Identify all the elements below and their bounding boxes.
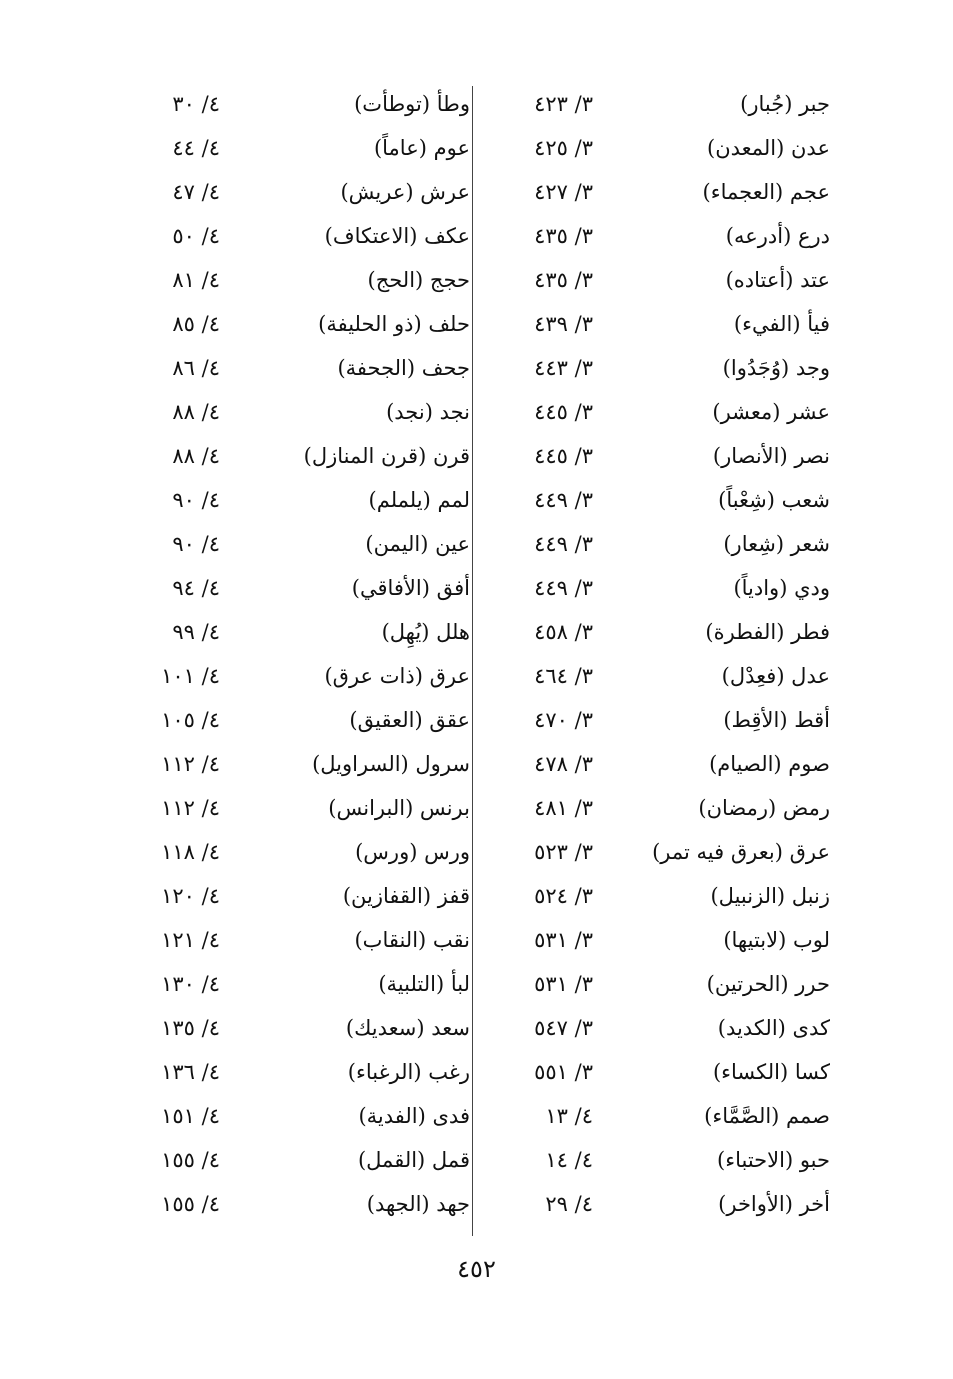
- index-row: [140, 610, 840, 654]
- right-column-term: أخر (الأواخر): [718, 1192, 830, 1216]
- right-column-term: رمض (رمضان): [698, 796, 830, 820]
- left-column-reference: ٤/ ١٢٠: [161, 884, 220, 908]
- left-column-reference: ٤/ ١٠٥: [161, 708, 220, 732]
- right-column-term: صوم (الصيام): [709, 752, 830, 776]
- left-column-term: جهد (الجهد): [366, 1192, 470, 1216]
- left-column-reference: ٤/ ١١٢: [161, 796, 220, 820]
- right-column-term: عرق (بعرق فيه تمر): [652, 840, 830, 864]
- left-column-reference: ٤/ ٨٨: [172, 400, 220, 424]
- right-column-term: جبر (جُبار): [740, 92, 830, 116]
- index-row: [140, 302, 840, 346]
- left-column-reference: ٤/ ١٣٥: [161, 1016, 220, 1040]
- index-row: [140, 1006, 840, 1050]
- left-column-reference: ٤/ ١٢١: [161, 928, 220, 952]
- right-column-term: فطر (الفطرة): [705, 620, 830, 644]
- left-column-reference: ٤/ ٨٦: [172, 356, 220, 380]
- left-column-reference: ٤/ ٨٨: [172, 444, 220, 468]
- right-column-reference: ٣/ ٥٤٧: [534, 1016, 593, 1040]
- left-column-term: نجد (نجد): [386, 400, 470, 424]
- left-column-reference: ٤/ ١٠١: [161, 664, 220, 688]
- right-column-term: كدى (الكديد): [717, 1016, 830, 1040]
- right-column-reference: ٣/ ٤٣٥: [534, 224, 593, 248]
- right-column-reference: ٣/ ٤٣٩: [534, 312, 593, 336]
- right-column-reference: ٣/ ٥٢٣: [534, 840, 593, 864]
- left-column-term: حلف (ذو الحليفة): [318, 312, 470, 336]
- page-number: ٤٥٢: [457, 1255, 496, 1283]
- index-row: [140, 830, 840, 874]
- left-column-reference: ٤/ ٨٥: [172, 312, 220, 336]
- left-column-reference: ٤/ ١١٢: [161, 752, 220, 776]
- right-column-term: لوب (لابتيها): [723, 928, 830, 952]
- left-column-reference: ٤/ ٨١: [172, 268, 220, 292]
- index-row: [140, 434, 840, 478]
- index-row: [140, 654, 840, 698]
- left-column-term: سعد (سعديك): [345, 1016, 470, 1040]
- right-column-reference: ٣/ ٤٥٨: [534, 620, 593, 644]
- right-column-term: عدل (فعِدْل): [721, 664, 830, 688]
- right-column-term: نصر (الأنصار): [712, 444, 830, 468]
- index-row: [140, 214, 840, 258]
- right-column-term: صمم (الصَّمَّاء): [704, 1104, 830, 1128]
- left-column-reference: ٤/ ٥٠: [172, 224, 220, 248]
- index-row: [140, 82, 840, 126]
- index-row: [140, 346, 840, 390]
- left-column-term: وطأ (توطأت): [354, 92, 470, 116]
- left-column-reference: ٤/ ١٣٦: [161, 1060, 220, 1084]
- left-column-term: عرق (ذات عرق): [324, 664, 470, 688]
- index-row: [140, 786, 840, 830]
- index-row: [140, 1094, 840, 1138]
- index-row: [140, 522, 840, 566]
- index-row: [140, 918, 840, 962]
- right-column-term: عشر (معشر): [712, 400, 830, 424]
- left-column-term: عوم (عاماً): [373, 136, 470, 160]
- left-column-reference: ٤/ ٩٠: [172, 488, 220, 512]
- index-row: [140, 698, 840, 742]
- left-column-reference: ٤/ ٣٠: [172, 92, 220, 116]
- right-column-reference: ٣/ ٤٦٤: [534, 664, 593, 688]
- index-row: [140, 566, 840, 610]
- right-column-term: حرر (الحرتين): [706, 972, 830, 996]
- right-column-term: حبو (الاحتباء): [717, 1148, 830, 1172]
- index-row: [140, 1138, 840, 1182]
- right-column-reference: ٣/ ٤٤٩: [534, 576, 593, 600]
- right-column-reference: ٣/ ٥٥١: [534, 1060, 593, 1084]
- left-column-reference: ٤/ ١٥١: [161, 1104, 220, 1128]
- left-column-reference: ٤/ ١٥٥: [161, 1192, 220, 1216]
- right-column-reference: ٣/ ٤٤٥: [534, 400, 593, 424]
- index-row: [140, 742, 840, 786]
- left-column-reference: ٤/ ١٣٠: [161, 972, 220, 996]
- right-column-reference: ٣/ ٤٤٥: [534, 444, 593, 468]
- left-column-reference: ٤/ ٩٩: [172, 620, 220, 644]
- left-column-term: لمم (يلملم): [368, 488, 470, 512]
- left-column-term: عكف (الاعتكاف): [324, 224, 470, 248]
- index-row: [140, 962, 840, 1006]
- left-column-term: أفق (الأفاقي): [351, 576, 470, 600]
- right-column-reference: ٣/ ٤٧٠: [534, 708, 593, 732]
- right-column-reference: ٣/ ٤٨١: [534, 796, 593, 820]
- left-column-reference: ٤/ ٩٤: [172, 576, 220, 600]
- left-column-term: نقب (النقاب): [354, 928, 470, 952]
- index-row: [140, 390, 840, 434]
- right-column-reference: ٣/ ٤٢٥: [534, 136, 593, 160]
- right-column-reference: ٣/ ٤٢٧: [534, 180, 593, 204]
- index-row: [140, 170, 840, 214]
- left-column-term: هلل (يُهِل): [381, 620, 470, 644]
- left-column-term: قرن (قرن المنازل): [303, 444, 470, 468]
- index-row: [140, 126, 840, 170]
- left-column-reference: ٤/ ٤٧: [172, 180, 220, 204]
- right-column-reference: ٣/ ٥٣١: [534, 928, 593, 952]
- left-column-term: فدى (الفدية): [358, 1104, 470, 1128]
- right-column-reference: ٤/ ١٣: [545, 1104, 593, 1128]
- left-column-term: برنس (البرانس): [328, 796, 470, 820]
- right-column-term: أقط (الأقِط): [723, 708, 830, 732]
- left-column-term: ورس (ورس): [355, 840, 470, 864]
- left-column-reference: ٤/ ٤٤: [172, 136, 220, 160]
- index-row: [140, 874, 840, 918]
- right-column-term: عتد (أعتاده): [725, 268, 830, 292]
- right-column-reference: ٣/ ٤٢٣: [534, 92, 593, 116]
- right-column-term: عدن (المعدن): [707, 136, 830, 160]
- right-column-reference: ٣/ ٤٧٨: [534, 752, 593, 776]
- left-column-term: قمل (القمل): [357, 1148, 470, 1172]
- index-table: [140, 82, 840, 1226]
- right-column-term: درع (أدرعه): [725, 224, 830, 248]
- left-column-term: سرول (السراويل): [312, 752, 470, 776]
- index-row: [140, 478, 840, 522]
- index-row: [140, 258, 840, 302]
- right-column-reference: ٣/ ٤٣٥: [534, 268, 593, 292]
- left-column-reference: ٤/ ١٥٥: [161, 1148, 220, 1172]
- right-column-term: فيأ (الفيء): [733, 312, 830, 336]
- right-column-term: شعر (شِعار): [723, 532, 830, 556]
- left-column-term: عقق (العقيق): [349, 708, 470, 732]
- right-column-reference: ٣/ ٥٣١: [534, 972, 593, 996]
- right-column-reference: ٤/ ١٤: [545, 1148, 593, 1172]
- left-column-term: رغب (الرغباء): [347, 1060, 470, 1084]
- right-column-term: وجد (وُجَدُوا): [722, 356, 830, 380]
- left-column-term: حجج (الحج): [367, 268, 470, 292]
- left-column-term: عين (اليمن): [365, 532, 470, 556]
- right-column-reference: ٣/ ٥٢٤: [534, 884, 593, 908]
- left-column-term: قفز (القفازين): [342, 884, 470, 908]
- right-column-term: شعب (شِعْباً): [718, 488, 830, 512]
- index-row: [140, 1050, 840, 1094]
- right-column-reference: ٣/ ٤٤٩: [534, 488, 593, 512]
- right-column-reference: ٤/ ٢٩: [545, 1192, 593, 1216]
- left-column-term: لبأ (التلبية): [378, 972, 470, 996]
- right-column-term: عجم (العجماء): [702, 180, 830, 204]
- left-column-term: جحف (الجحفة): [337, 356, 470, 380]
- left-column-reference: ٤/ ٩٠: [172, 532, 220, 556]
- index-row: [140, 1182, 840, 1226]
- right-column-term: زنبل (الزنبيل): [710, 884, 830, 908]
- right-column-reference: ٣/ ٤٤٩: [534, 532, 593, 556]
- right-column-term: ودي (وادياً): [733, 576, 830, 600]
- right-column-reference: ٣/ ٤٤٣: [534, 356, 593, 380]
- left-column-reference: ٤/ ١١٨: [161, 840, 220, 864]
- left-column-term: عرش (عريش): [340, 180, 470, 204]
- right-column-term: كسا (الكساء): [712, 1060, 830, 1084]
